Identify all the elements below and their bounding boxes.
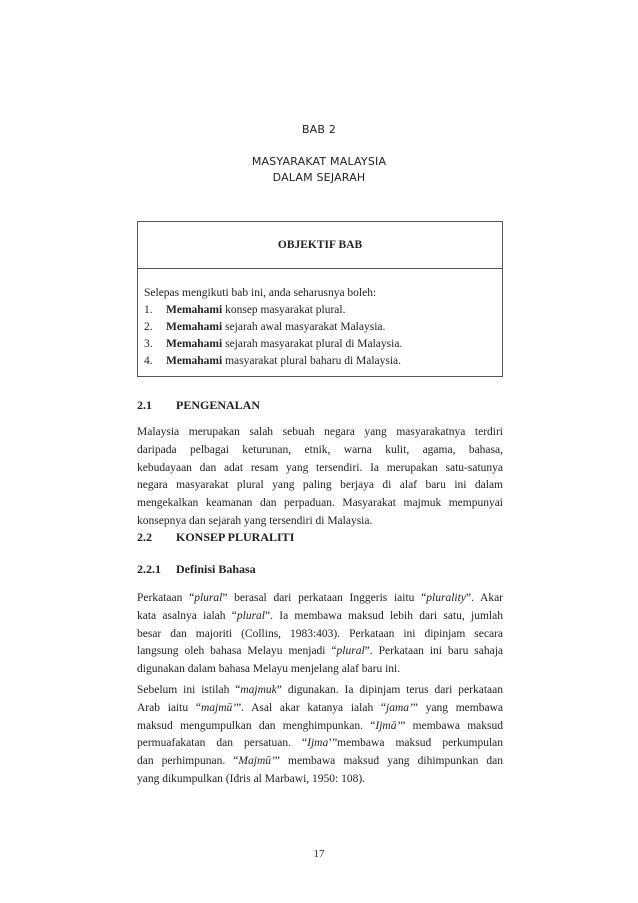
chapter-number: BAB 2 (301, 123, 337, 136)
objective-item: 3. Memahami sejarah masyarakat plural di Malaysia. (144, 338, 403, 350)
chapter-title-line1: MASYARAKAT MALAYSIA (251, 155, 387, 168)
objective-item: 1. Memahami konsep masyarakat plural. (144, 304, 346, 316)
paragraph-majmuk: Sebelum ini istilah “majmuk” digunakan. Ia dipinjam terus dari perkataan Arab iaitu “majmū’”. Asal akar katanya ialah “jama’” yang membawa maksud mengumpulkan dan menghimpunkan. “Ijmā’” membawa maksud permuafakatan dan persatuan. “Ijma’”membawa maksud perkumpulan dan perhimpunan. “Majmū’” membawa maksud yang dihimpunkan dan yang dikumpulkan (Idris al Marbawi, 1950: 108). (137, 684, 503, 785)
section-heading: 2.1 PENGENALAN (137, 398, 261, 412)
paragraph-definition: Perkataan “plural” berasal dari perkataan Inggeris iaitu “plurality”. Akar kata asalnya ialah “plural”. Ia membawa maksud lebih dari satu, jumlah besar dan majoriti (Collins, 1983:403). Perkataan ini dipinjam secara langsung oleh bahasa Melayu menjadi “plural”. Perkataan ini baru sahaja digunakan dalam bahasa Melayu menjelang alaf baru ini. (137, 592, 504, 676)
objective-item: 2. Memahami sejarah awal masyarakat Malaysia. (144, 321, 386, 333)
objectives-box (137, 221, 503, 377)
objectives-intro: Selepas mengikuti bab ini, anda seharusnya boleh: (144, 287, 377, 299)
paragraph-introduction: Malaysia merupakan salah sebuah negara yang masyarakatnya terdiri daripada pelbagai keturunan, etnik, warna kulit, agama, bahasa, kebudayaan dan adat resam yang tersendiri. Ia merupakan satu-satunya negara masyarakat plural yang paling berjaya di alaf baru ini dalam mengekalkan keamanan dan perpaduan. Masyarakat majmuk mempunyai konsepnya dan sejarah yang tersendiri di Malaysia. (137, 426, 503, 527)
subsection-heading: 2.2.1 Definisi Bahasa (137, 562, 256, 576)
chapter-title-line2: DALAM SEJARAH (272, 171, 366, 184)
page-number: 17 (313, 848, 325, 860)
section-heading: 2.2 KONSEP PLURALITI (137, 530, 295, 544)
objective-item: 4. Memahami masyarakat plural baharu di Malaysia. (144, 355, 402, 367)
objectives-heading: OBJEKTIF BAB (138, 222, 502, 269)
